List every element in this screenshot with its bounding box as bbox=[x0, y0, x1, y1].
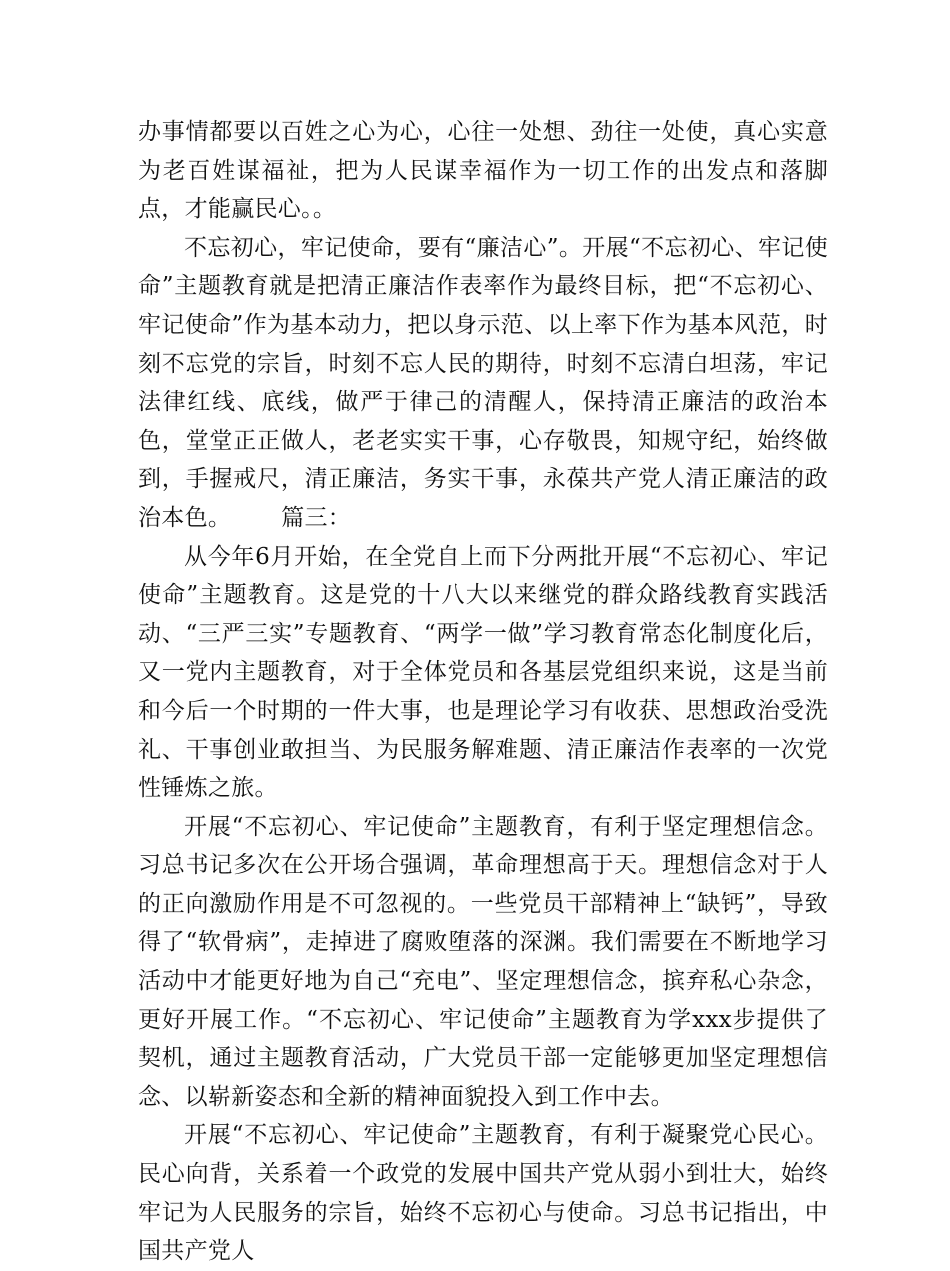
paragraph-3: 从今年6月开始，在全党自上而下分两批开展“不忘初心、牢记使命”主题教育。这是党的十八大以来继党的群众路线教育实践活动、“三严三实”专题教育、“两学一做”学习教育常态化制度化后，又一党内主题教育，对于全体党员和各基层党组织来说，这是当前和今后一个时期的一件大事，也是理论学习有收获、思想政治受洗礼、干事创业敢担当、为民服务解难题、清正廉洁作表率的一次党性锤炼之旅。 bbox=[138, 543, 828, 802]
paragraph-2-text: 不忘初心，牢记使命，要有“廉洁心”。开展“不忘初心、牢记使命”主题教育就是把清正廉洁作表率作为最终目标，把“不忘初心、牢记使命”作为基本动力，把以身示范、以上率下作为基本风范，时刻不忘党的宗旨，时刻不忘人民的期待，时刻不忘清白坦荡，牢记法律红线、底线，做严于律己的清醒人，保持清正廉洁的政治本色，堂堂正正做人，老老实实干事，心存敬畏，知规守纪，始终做到，手握戒尺，清正廉洁，务实干事，永葆共产党人清正廉洁的政治本色。 bbox=[138, 234, 828, 531]
paragraph-4: 开展“不忘初心、牢记使命”主题教育，有利于坚定理想信念。习总书记多次在公开场合强调，革命理想高于天。理想信念对于人的正向激励作用是不可忽视的。一些党员干部精神上“缺钙”，导致得了“软骨病”，走掉进了腐败堕落的深渊。我们需要在不断地学习活动中才能更好地为自己“充电”、坚定理想信念，摈弃私心杂念，更好开展工作。“不忘初心、牢记使命”主题教育为学xxx步提供了契机，通过主题教育活动，广大党员干部一定能够更加坚定理想信念、以崭新姿态和全新的精神面貌投入到工作中去。 bbox=[138, 813, 828, 1110]
document-body bbox=[138, 113, 828, 1271]
paragraph-2 bbox=[138, 229, 828, 538]
section-heading-pian-san: 篇三： bbox=[281, 504, 352, 531]
paragraph-1: 办事情都要以百姓之心为心，心往一处想、劲往一处使，真心实意为老百姓谋福祉，把为人民谋幸福作为一切工作的出发点和落脚点，才能赢民心。。 bbox=[138, 119, 828, 223]
paragraph-5: 开展“不忘初心、牢记使命”主题教育，有利于凝聚党心民心。民心向背，关系着一个政党的发展中国共产党从弱小到壮大，始终牢记为人民服务的宗旨，始终不忘初心与使命。习总书记指出，中国共产党人 bbox=[138, 1122, 828, 1265]
